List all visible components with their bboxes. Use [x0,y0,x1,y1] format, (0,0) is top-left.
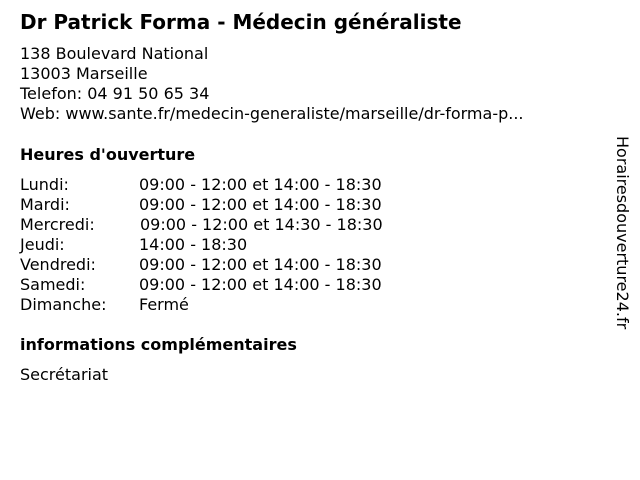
phone-number: Telefon: 04 91 50 65 34 [20,84,210,103]
day-hours: 09:00 - 12:00 et 14:30 - 18:30 [140,215,383,234]
day-hours: 09:00 - 12:00 et 14:00 - 18:30 [139,275,382,294]
address-block [20,44,524,124]
opening-hours-heading: Heures d'ouverture [20,145,196,164]
additional-info-heading: informations complémentaires [20,335,297,354]
site-link-text[interactable]: Horairesdouverture24.fr [613,136,632,330]
address-city: 13003 Marseille [20,64,148,83]
day-label: Lundi: [20,175,69,194]
site-watermark-link[interactable] [612,136,632,329]
day-label: Dimanche: [20,295,107,314]
day-hours: 14:00 - 18:30 [139,235,248,254]
day-hours: 09:00 - 12:00 et 14:00 - 18:30 [139,195,382,214]
day-label: Jeudi: [20,235,65,254]
address-street: 138 Boulevard National [20,44,209,63]
day-hours: 09:00 - 12:00 et 14:00 - 18:30 [139,175,382,194]
day-label: Samedi: [20,275,86,294]
day-label: Vendredi: [20,255,96,274]
additional-info-text: Secrétariat [20,365,109,384]
day-label: Mardi: [20,195,70,214]
day-hours: Fermé [139,295,189,314]
website-link[interactable]: Web: www.sante.fr/medecin-generaliste/marseille/dr-forma-p... [20,104,524,123]
day-hours: 09:00 - 12:00 et 14:00 - 18:30 [139,255,382,274]
day-label: Mercredi: [20,215,95,234]
page-title: Dr Patrick Forma - Médecin généraliste [20,10,462,34]
